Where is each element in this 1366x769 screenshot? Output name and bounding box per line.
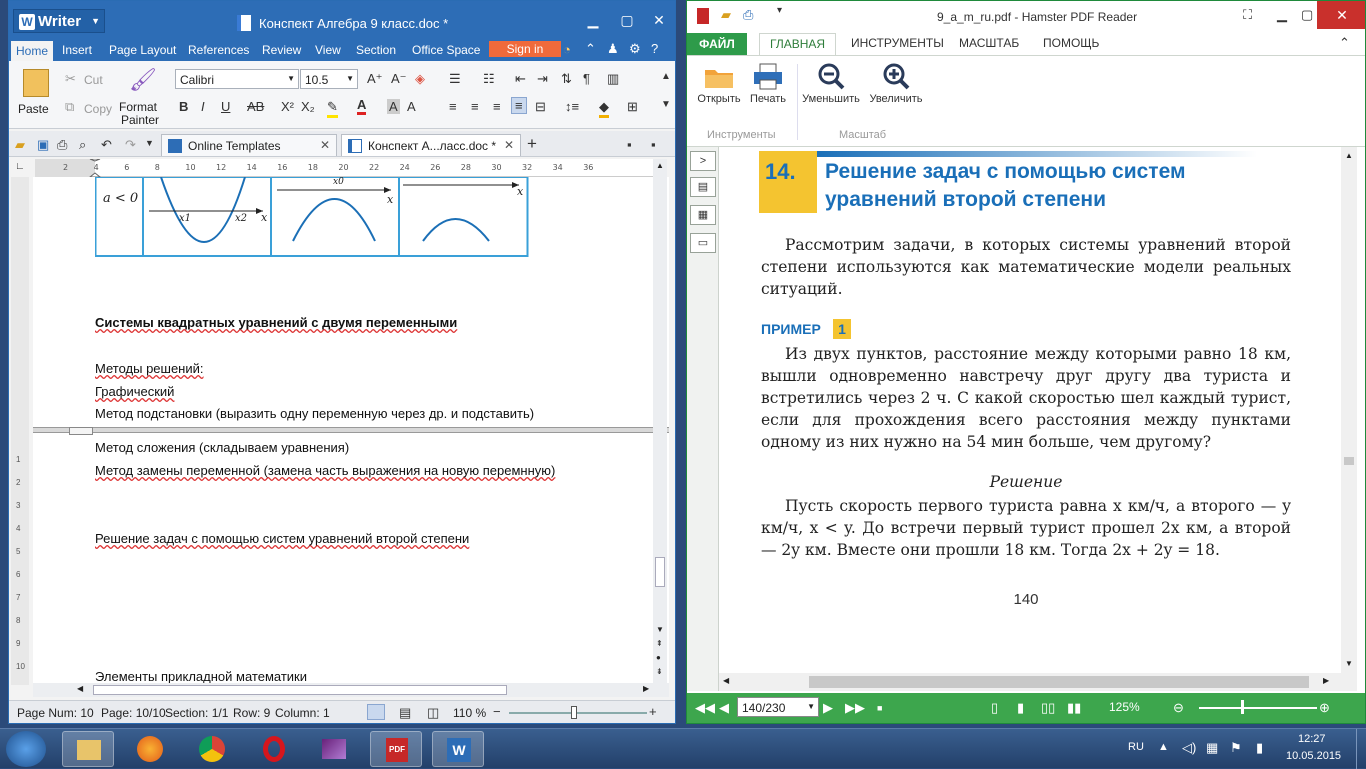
align-right-icon[interactable]: ≡ xyxy=(493,99,501,114)
ribbon-scroll-up-icon[interactable]: ▲ xyxy=(661,71,671,82)
explorer-taskbar-button[interactable] xyxy=(62,731,114,767)
ruler-number: 24 xyxy=(399,163,410,172)
chevron-down-icon: ▼ xyxy=(346,74,354,83)
skin-icon[interactable]: ◔ xyxy=(563,42,571,57)
bold-icon[interactable]: B xyxy=(179,99,189,114)
format-painter-label-1[interactable]: Format xyxy=(119,100,158,114)
shrink-font-icon[interactable]: A⁻ xyxy=(391,71,407,86)
undo-icon[interactable]: ↶ xyxy=(101,137,112,152)
ruler-number: 16 xyxy=(277,163,288,172)
ruler-graphic xyxy=(35,159,665,177)
writer-document-tabs xyxy=(9,131,675,157)
clear-format-icon[interactable]: ◈ xyxy=(415,71,425,86)
ribbon-scroll-down-icon[interactable]: ▼ xyxy=(661,99,671,110)
clock-date[interactable]: 10.05.2015 xyxy=(1286,750,1342,762)
zoom-slider-track[interactable] xyxy=(509,712,647,714)
prev-page-icon[interactable]: ◀ xyxy=(719,700,729,715)
continuous-icon[interactable]: ▮ xyxy=(1017,700,1025,715)
zoom-percentage[interactable]: 125% xyxy=(1109,700,1140,714)
graph-label-x1: x1 xyxy=(179,213,192,224)
writer-status-bar xyxy=(9,700,675,724)
facing-icon[interactable]: ▯▯ xyxy=(1041,700,1056,715)
close-button[interactable]: ✕ xyxy=(653,12,665,28)
menu-insert[interactable]: Insert xyxy=(62,43,93,57)
ruler-number: 4 xyxy=(93,163,99,172)
graph-label-x0: x0 xyxy=(333,177,344,187)
first-page-icon[interactable]: ◀◀ xyxy=(695,700,715,715)
vertical-ruler-number: 5 xyxy=(16,547,21,556)
writer-title-bar xyxy=(9,1,675,39)
windows-taskbar xyxy=(0,728,1366,768)
ruler-number: 14 xyxy=(246,163,257,172)
firefox-icon xyxy=(137,736,163,762)
menu-page-layout[interactable]: Page Layout xyxy=(109,43,177,57)
zoom-slider-thumb[interactable] xyxy=(571,706,577,719)
paste-button[interactable]: Paste xyxy=(18,102,49,116)
scroll-thumb[interactable] xyxy=(93,685,507,695)
strikethrough-icon[interactable]: AB xyxy=(247,99,265,114)
zoom-out-label: Уменьшить xyxy=(802,93,860,105)
page-number: 140 xyxy=(1013,591,1039,608)
distribute-icon[interactable]: ⊟ xyxy=(535,99,546,114)
scroll-up-icon[interactable]: ▲ xyxy=(656,161,664,170)
tab-file[interactable]: ФАЙЛ xyxy=(687,33,747,55)
font-size-value: 10.5 xyxy=(305,73,329,87)
collapse-ribbon-icon[interactable]: ⌃ xyxy=(1339,35,1350,50)
menu-references[interactable]: References xyxy=(188,43,250,57)
section-title-line-2: уравнений второй степени xyxy=(825,188,1106,211)
vertical-ruler-number: 6 xyxy=(16,570,21,579)
method-addition: Метод сложения (складываем уравнения) xyxy=(95,440,350,455)
writer-vertical-scrollbar[interactable] xyxy=(653,159,667,683)
scroll-up-icon[interactable]: ▲ xyxy=(1345,151,1353,160)
minimize-button[interactable]: ▁ xyxy=(1277,7,1287,22)
group-tools-label: Инструменты xyxy=(707,129,776,141)
writer-horizontal-scrollbar[interactable] xyxy=(33,683,669,697)
ruler-number: 30 xyxy=(491,163,502,172)
bullet-list-icon[interactable]: ☰ xyxy=(449,71,461,86)
vertical-ruler-number: 4 xyxy=(16,524,21,533)
redo-icon[interactable]: ↷ xyxy=(125,137,136,152)
chrome-taskbar-button[interactable] xyxy=(186,731,238,767)
save-icon[interactable]: ▣ xyxy=(37,137,50,152)
pdf-page[interactable] xyxy=(719,147,1341,691)
table-condition-label: a < 0 xyxy=(103,191,139,206)
print-button[interactable] xyxy=(745,62,791,105)
ruler-number: 18 xyxy=(307,163,318,172)
writer-menu-bar xyxy=(9,39,675,61)
scroll-right-icon[interactable]: ▶ xyxy=(643,684,650,693)
tab-zoom[interactable]: МАСШТАБ xyxy=(959,36,1020,50)
numbered-list-icon[interactable]: ☷ xyxy=(483,71,495,86)
page-break xyxy=(33,427,669,433)
folder-icon xyxy=(77,740,101,760)
collapse-icon[interactable]: ⌃ xyxy=(585,41,596,56)
volume-icon[interactable]: ◁) xyxy=(1182,740,1197,755)
writer-app-menu-button[interactable] xyxy=(13,9,105,33)
account-icon[interactable]: ♟ xyxy=(607,41,619,56)
close-tab-icon[interactable]: ✕ xyxy=(503,138,514,152)
outline-view-icon[interactable]: ▤ xyxy=(399,705,412,720)
bookmarks-icon[interactable]: ▤ xyxy=(690,177,716,197)
pdf-vertical-scrollbar[interactable] xyxy=(1341,147,1357,691)
open-label: Открыть xyxy=(697,93,741,105)
single-page-icon[interactable]: ▯ xyxy=(991,700,999,715)
example-number: 1 xyxy=(833,319,851,339)
start-button[interactable] xyxy=(6,731,46,767)
ruler-number: 36 xyxy=(583,163,594,172)
zoom-in-button[interactable] xyxy=(865,62,927,105)
tab-tools[interactable]: ИНСТРУМЕНТЫ xyxy=(851,36,944,50)
zoom-out-button[interactable] xyxy=(799,62,863,105)
ruler-number: 6 xyxy=(124,163,130,172)
ribbon-separator xyxy=(797,64,798,140)
writer-document-title xyxy=(237,15,448,31)
menu-view[interactable]: View xyxy=(315,43,341,57)
scroll-thumb[interactable] xyxy=(655,557,665,587)
menu-office-space[interactable]: Office Space xyxy=(412,43,481,57)
folder-icon xyxy=(703,62,735,90)
status-column: Column: 1 xyxy=(275,706,330,720)
zoom-in-icon xyxy=(880,62,912,90)
pdf-title-bar xyxy=(687,1,1365,33)
page-number-field[interactable] xyxy=(737,697,819,717)
scroll-right-icon[interactable]: ▶ xyxy=(1323,676,1330,685)
shading-icon[interactable]: ◆ xyxy=(599,99,609,118)
decrease-indent-icon[interactable]: ⇤ xyxy=(515,71,526,86)
quick-access-dropdown-icon[interactable]: ▾ xyxy=(777,5,783,16)
vertical-ruler-number: 7 xyxy=(16,593,21,602)
solution-paragraph: Пусть скорость первого туриста равна x км/ч, а второго — y км/ч, x < y. До встречи первый турист прошел 2x км, а второй — 2y км. Вместе они прошли 18 км. Тогда 2x + 2y = 18. xyxy=(761,497,1291,559)
tab-document-label: Конспект А...ласс.doc * xyxy=(368,139,497,153)
example-paragraph: Из двух пунктов, расстояние между которыми равно 18 км, вышли одновременно навстречу друг другу два туриста и встретились через 2 ч. С какой скоростью шел каждый турист, если для прохождения всего расстояния между пунктами одному из них нужно на 54 мин больше, чем другому? xyxy=(761,345,1291,451)
section-header-bar xyxy=(817,151,1257,157)
menu-review[interactable]: Review xyxy=(262,43,302,57)
chevron-down-icon: ▼ xyxy=(91,16,100,26)
quick-access-dropdown-icon[interactable]: ▼ xyxy=(145,138,154,148)
intro-paragraph: Рассмотрим задачи, в которых системы уравнений второй степени используются как математические модели реальных ситуаций. xyxy=(761,236,1291,298)
methods-label: Методы решений: xyxy=(95,361,204,376)
solution-label: Решение xyxy=(989,473,1063,491)
tray-expand-icon[interactable]: ▲ xyxy=(1158,741,1169,753)
parabola-table xyxy=(95,177,529,259)
parabola-one-root xyxy=(293,199,375,241)
page-marker-icon xyxy=(69,427,93,435)
next-page-icon[interactable]: ⇟ xyxy=(656,667,663,676)
ruler-number: 34 xyxy=(552,163,563,172)
columns-icon[interactable]: ▥ xyxy=(607,71,620,86)
tab-stop-icon[interactable]: ∟ xyxy=(15,161,25,172)
zoom-in-icon[interactable]: ⊕ xyxy=(1319,700,1330,715)
clock-time[interactable]: 12:27 xyxy=(1298,733,1326,745)
align-left-icon[interactable]: ≡ xyxy=(449,99,457,114)
vertical-ruler-number: 9 xyxy=(16,639,21,648)
open-icon[interactable]: ▰ xyxy=(15,137,25,152)
document-icon xyxy=(237,15,251,31)
vertical-ruler-number: 2 xyxy=(16,478,21,487)
tasks-heading: Решение задач с помощью систем уравнений второй степени xyxy=(95,531,470,546)
new-tab-icon[interactable]: + xyxy=(527,134,537,153)
visual-studio-icon xyxy=(322,739,346,759)
ruler-number: 10 xyxy=(185,163,196,172)
prev-page-icon[interactable]: ⇞ xyxy=(656,639,663,648)
ruler-number: 2 xyxy=(63,163,69,172)
open-icon[interactable]: ▰ xyxy=(721,7,731,22)
graph-label-x: x xyxy=(387,193,394,206)
highlight-icon[interactable]: ✎ xyxy=(327,99,338,118)
ruler-number: 20 xyxy=(338,163,349,172)
ruler-number: 8 xyxy=(154,163,160,172)
power-icon[interactable]: ▮ xyxy=(1256,740,1264,755)
maximize-button[interactable]: ▢ xyxy=(1301,7,1314,22)
writer-taskbar-button[interactable] xyxy=(432,731,484,767)
print-icon[interactable]: ⎙ xyxy=(57,137,68,152)
chrome-icon xyxy=(199,736,225,762)
scroll-left-icon[interactable]: ◀ xyxy=(77,684,84,693)
format-painter-icon: 🖌 xyxy=(129,67,157,92)
ruler-number: 26 xyxy=(430,163,441,172)
parabola-no-roots xyxy=(423,219,489,241)
vertical-ruler-number: 1 xyxy=(16,455,21,464)
zoom-out-icon xyxy=(815,62,847,90)
ruler-number: 32 xyxy=(522,163,533,172)
network-icon[interactable]: ▦ xyxy=(1206,740,1219,755)
writer-logo-icon: W xyxy=(19,14,35,30)
cut-button[interactable]: Cut xyxy=(84,73,103,87)
web-view-icon[interactable]: ◫ xyxy=(427,705,440,720)
pdf-navigation-bar xyxy=(687,693,1365,723)
pdf-window-title: 9_a_m_ru.pdf - Hamster PDF Reader xyxy=(937,10,1138,24)
status-row: Row: 9 xyxy=(233,706,271,720)
thumbnails-icon[interactable]: ▦ xyxy=(690,205,716,225)
last-page-icon[interactable]: ▶▶ xyxy=(845,700,865,715)
pdf-side-panel xyxy=(687,147,719,691)
annotations-icon[interactable]: ▭ xyxy=(690,233,716,253)
pdf-horizontal-scrollbar[interactable] xyxy=(719,673,1341,691)
zoom-in-label: Увеличить xyxy=(869,93,923,105)
method-graphic: Графический xyxy=(95,384,175,399)
horizontal-ruler[interactable] xyxy=(35,159,665,177)
font-size-select[interactable] xyxy=(300,69,358,89)
table-border xyxy=(96,177,528,256)
section-title-line-1: Решение задач с помощью систем xyxy=(825,160,1186,183)
char-shading-icon[interactable]: A xyxy=(389,99,398,114)
zoom-slider-thumb[interactable] xyxy=(1241,700,1244,714)
status-page: Page: 10/10 xyxy=(101,706,166,720)
expand-panel-button[interactable]: > xyxy=(690,151,716,171)
italic-icon[interactable]: I xyxy=(201,99,205,114)
tab-online-templates[interactable] xyxy=(161,134,337,156)
cut-icon: ✂ xyxy=(65,71,76,86)
graph-label-x: x xyxy=(261,211,268,224)
vertical-ruler xyxy=(11,177,29,685)
method-replacement: Метод замены переменной (замена часть выражения на новую перемнную) xyxy=(95,463,556,478)
close-tab-icon[interactable]: ✕ xyxy=(319,138,330,152)
status-section: Section: 1/1 xyxy=(165,706,229,720)
document-title-text: Конспект Алгебра 9 класс.doc * xyxy=(259,16,449,31)
printer-icon xyxy=(752,62,784,90)
page-view-icon[interactable] xyxy=(367,704,385,720)
ruler-number: 28 xyxy=(460,163,471,172)
group-zoom-label: Масштаб xyxy=(839,129,887,141)
parabola-two-roots xyxy=(161,177,248,242)
graph-label-x2: x2 xyxy=(235,213,248,224)
pdf-reader-taskbar-button[interactable] xyxy=(370,731,422,767)
firefox-taskbar-button[interactable] xyxy=(124,731,176,767)
applied-math-heading: Элементы прикладной математики xyxy=(95,669,307,683)
line-spacing-icon[interactable]: ↕≡ xyxy=(565,99,580,114)
tab-home[interactable]: ГЛАВНАЯ xyxy=(759,33,836,55)
superscript-icon[interactable]: X² xyxy=(281,99,294,114)
stop-icon[interactable]: ■ xyxy=(877,703,883,713)
pdf-ribbon xyxy=(687,55,1365,147)
scroll-left-icon[interactable]: ◀ xyxy=(723,676,730,685)
tab-options-icon[interactable]: ▪ xyxy=(651,137,656,152)
pdf-ribbon-tabs xyxy=(687,33,1365,55)
increase-indent-icon[interactable]: ⇥ xyxy=(537,71,548,86)
fullscreen-icon[interactable]: ⛶ xyxy=(1243,7,1253,22)
copy-icon: ⧉ xyxy=(65,99,75,114)
settings-icon[interactable]: ⚙ xyxy=(629,41,641,56)
font-color-icon[interactable]: A xyxy=(357,97,366,115)
opera-taskbar-button[interactable] xyxy=(248,731,300,767)
scroll-down-icon[interactable]: ▼ xyxy=(656,625,664,634)
writer-window xyxy=(8,0,676,724)
select-browse-icon[interactable]: ● xyxy=(656,653,661,662)
tab-online-templates-label: Online Templates xyxy=(188,139,281,153)
vertical-ruler-number: 8 xyxy=(16,616,21,625)
opera-icon xyxy=(263,736,285,762)
sign-in-button[interactable]: Sign in xyxy=(489,41,561,57)
graph-label-x: x xyxy=(517,185,524,198)
scroll-down-icon[interactable]: ▼ xyxy=(1345,659,1353,668)
print-icon[interactable]: ⎙ xyxy=(743,7,754,22)
pdf-reader-window xyxy=(686,0,1366,724)
vertical-ruler-number: 3 xyxy=(16,501,21,510)
page-field-value: 140/230 xyxy=(742,701,786,715)
open-button[interactable] xyxy=(695,62,743,105)
copy-button[interactable]: Copy xyxy=(84,102,113,116)
visual-studio-taskbar-button[interactable] xyxy=(308,731,360,767)
ruler-number: 22 xyxy=(369,163,380,172)
print-label: Печать xyxy=(749,93,787,105)
maximize-button[interactable]: ▢ xyxy=(620,12,634,28)
scroll-thumb[interactable] xyxy=(809,676,1309,688)
action-center-icon[interactable]: ⚑ xyxy=(1230,740,1242,755)
vertical-ruler-number: 10 xyxy=(16,662,25,671)
borders-icon[interactable]: ⊞ xyxy=(627,99,638,114)
underline-icon[interactable]: U xyxy=(221,99,231,114)
writer-app-name: Writer xyxy=(38,13,82,30)
continuous-facing-icon[interactable]: ▮▮ xyxy=(1067,700,1082,715)
menu-home[interactable]: Home xyxy=(11,41,53,61)
paste-icon[interactable] xyxy=(23,69,49,97)
chevron-down-icon: ▼ xyxy=(287,74,295,83)
tab-document[interactable] xyxy=(341,134,521,156)
language-indicator[interactable]: RU xyxy=(1128,741,1144,753)
menu-section[interactable]: Section xyxy=(356,43,397,57)
close-button[interactable]: ✕ xyxy=(1317,1,1366,29)
zoom-in-icon[interactable]: + xyxy=(649,704,657,719)
font-name-select[interactable] xyxy=(175,69,299,89)
status-page-num: Page Num: 10 xyxy=(17,706,94,720)
scroll-thumb[interactable] xyxy=(1344,457,1354,465)
section-number: 14. xyxy=(765,159,796,184)
zoom-out-icon[interactable]: − xyxy=(493,704,501,719)
grow-font-icon[interactable]: A⁺ xyxy=(367,71,383,86)
writer-ribbon xyxy=(9,61,675,129)
help-icon[interactable]: ? xyxy=(651,41,659,56)
show-desktop-button[interactable] xyxy=(1356,729,1366,769)
sort-icon[interactable]: ⇅ xyxy=(561,71,572,86)
writer-icon: W xyxy=(447,738,471,762)
format-painter-label-2[interactable]: Painter xyxy=(121,113,160,127)
document-icon xyxy=(348,139,362,153)
zoom-slider-track[interactable] xyxy=(1199,707,1317,709)
show-marks-icon[interactable]: ¶ xyxy=(583,71,590,86)
justify-icon[interactable]: ≡ xyxy=(511,97,527,114)
chevron-down-icon: ▼ xyxy=(807,702,815,711)
subscript-icon[interactable]: X₂ xyxy=(301,99,315,114)
text-effect-icon[interactable]: A xyxy=(407,99,416,114)
pdf-icon: PDF xyxy=(386,738,408,762)
example-label: ПРИМЕР xyxy=(761,321,821,337)
ruler-number: 12 xyxy=(216,163,227,172)
tab-list-icon[interactable]: ▪ xyxy=(627,137,632,152)
pdf-app-icon xyxy=(697,8,709,24)
minimize-button[interactable]: ▁ xyxy=(587,12,599,28)
heading-systems: Системы квадратных уравнений с двумя переменными xyxy=(95,315,458,330)
next-page-icon[interactable]: ▶ xyxy=(823,700,833,715)
method-substitution: Метод подстановки (выразить одну переменную через др. и подставить) xyxy=(95,406,535,421)
zoom-out-icon[interactable]: ⊖ xyxy=(1173,700,1184,715)
tab-help[interactable]: ПОМОЩЬ xyxy=(1043,36,1100,50)
templates-icon xyxy=(168,139,182,153)
zoom-level[interactable]: 110 % xyxy=(453,706,487,720)
print-preview-icon[interactable]: ⌕ xyxy=(79,137,87,152)
font-name-value: Calibri xyxy=(180,73,215,87)
align-center-icon[interactable]: ≡ xyxy=(471,99,479,114)
document-page[interactable] xyxy=(33,177,669,683)
